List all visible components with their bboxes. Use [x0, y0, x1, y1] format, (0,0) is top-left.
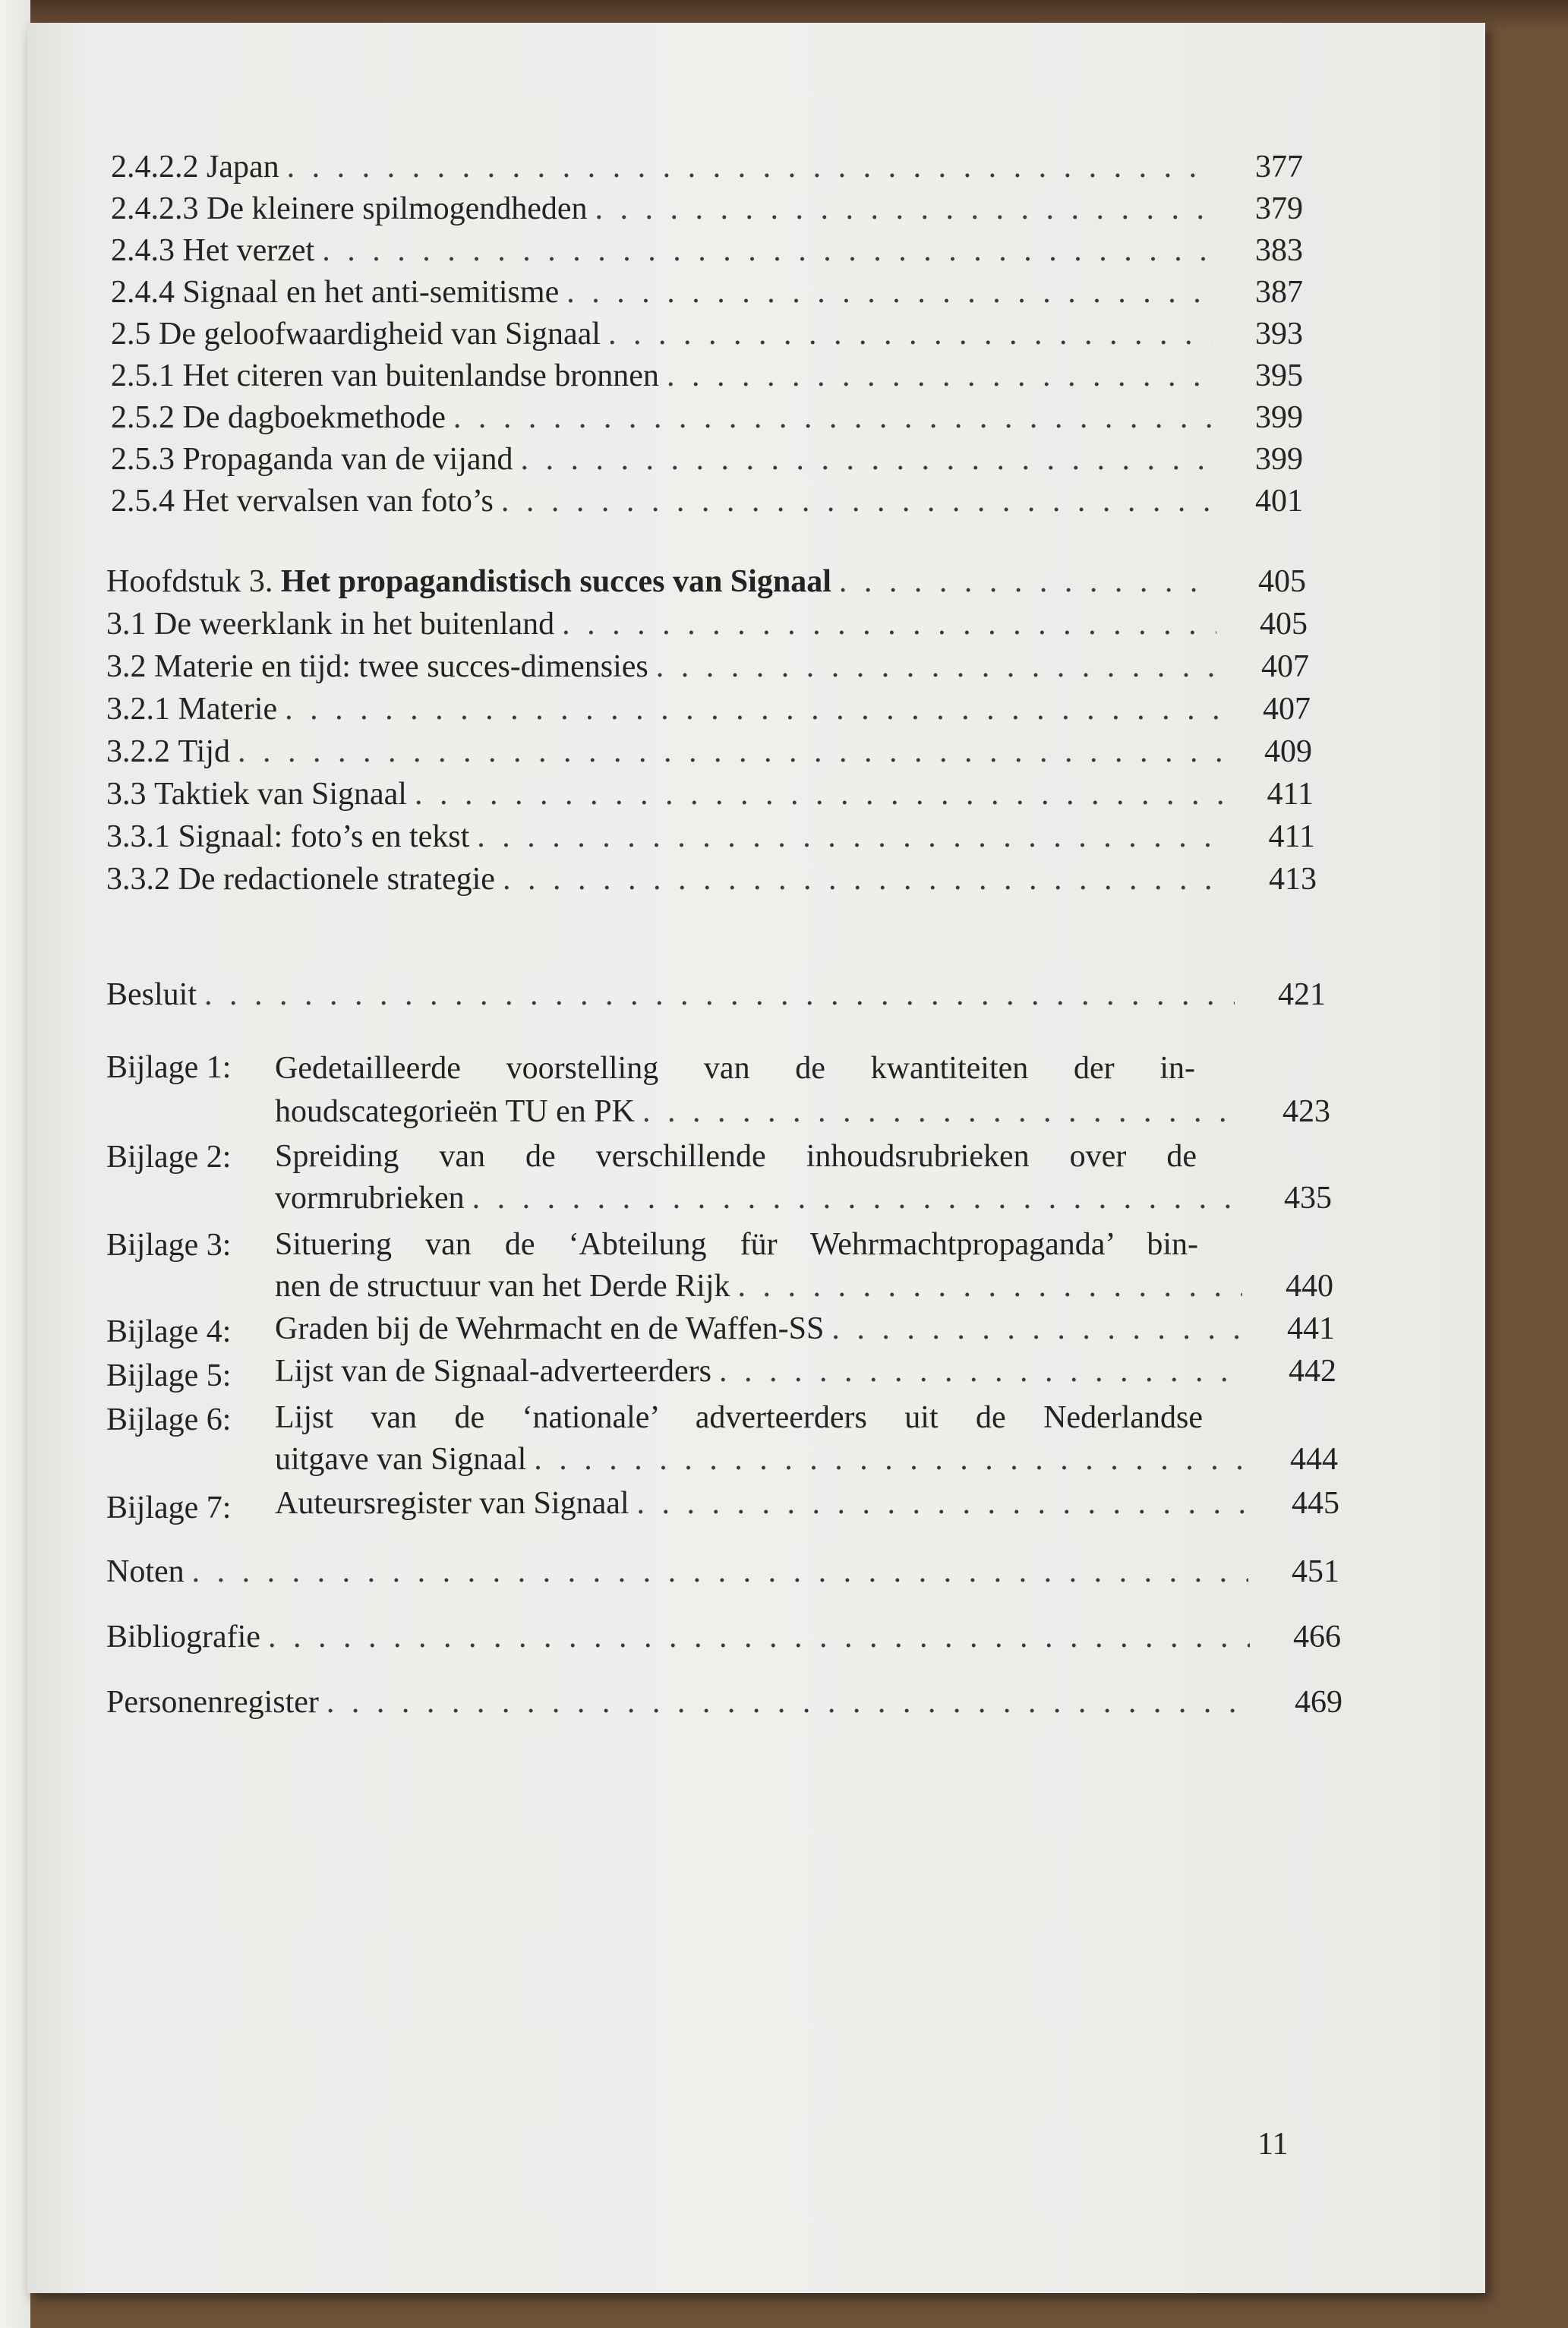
dot-leader — [268, 1619, 1250, 1655]
page-folio: 11 — [1257, 2127, 1289, 2162]
toc-entry — [106, 733, 1312, 770]
toc-entry — [111, 483, 1303, 519]
page-number: 411 — [1267, 777, 1314, 812]
section-title: Noten — [106, 1554, 185, 1589]
section-number: 2.5.2 — [111, 400, 175, 435]
appendix-description — [275, 1046, 1195, 1090]
chapter-prefix: Hoofdstuk 3. — [106, 564, 273, 599]
dot-leader — [566, 274, 1212, 311]
dot-leader — [503, 861, 1226, 897]
section-title: Het vervalsen van foto’s — [182, 484, 494, 519]
dot-leader — [327, 1684, 1251, 1721]
chapter-title: Het propagandistisch succes van Signaal — [280, 564, 831, 599]
appendix-entry — [275, 1311, 1335, 1347]
section-number: 2.5.4 — [111, 484, 175, 519]
appendix-continuation — [275, 1180, 1332, 1216]
page-number: 393 — [1255, 317, 1303, 352]
appendix-line: Lijst van de Signaal-adverteerders — [275, 1354, 711, 1389]
toc-entry — [111, 399, 1303, 436]
section-title: De redactionele strategie — [178, 862, 495, 897]
dot-leader — [534, 1441, 1247, 1478]
toc-entry — [111, 358, 1303, 394]
appendix-line: vormrubrieken — [275, 1181, 465, 1216]
appendix-line: Graden bij de Wehrmacht en de Waffen-SS — [275, 1311, 825, 1346]
appendix-label: Bijlage 6: — [106, 1402, 232, 1437]
section-title: Het verzet — [182, 233, 315, 268]
toc-entry — [111, 232, 1303, 269]
section-number: 2.5 — [111, 317, 151, 352]
toc-entry — [106, 1684, 1342, 1721]
section-number: 3.2.2 — [106, 734, 170, 769]
page-number: 387 — [1255, 275, 1303, 310]
page-number: 469 — [1295, 1685, 1342, 1720]
dot-leader — [595, 191, 1213, 227]
dot-leader — [562, 606, 1216, 642]
page-number: 421 — [1278, 977, 1326, 1012]
section-title: Tijd — [178, 734, 231, 769]
toc-entry — [106, 1554, 1339, 1590]
page-number: 445 — [1292, 1486, 1339, 1521]
adjacent-page-edge — [0, 0, 30, 2328]
appendix-description — [275, 1134, 1197, 1178]
page-number: 466 — [1293, 1620, 1341, 1655]
page-number: 383 — [1255, 233, 1303, 268]
book-page — [27, 23, 1485, 2293]
page-number: 411 — [1268, 819, 1315, 854]
appendix-line: Gedetailleerde voorstelling van de kwantiteiten der in- — [275, 1051, 1195, 1086]
section-number: 3.2.1 — [106, 692, 170, 727]
page-number: 423 — [1282, 1094, 1330, 1129]
dot-leader — [656, 648, 1218, 685]
appendix-line: Auteursregister van Signaal — [275, 1486, 629, 1521]
dot-leader — [285, 691, 1219, 727]
section-title: De geloofwaardigheid van Signaal — [159, 317, 601, 352]
section-title: Personenregister — [106, 1685, 319, 1720]
section-title: Propaganda van de vijand — [182, 442, 513, 477]
page-number: 413 — [1269, 862, 1317, 897]
section-title: Signaal en het anti-semitisme — [182, 275, 560, 310]
section-number: 2.4.2.3 — [111, 191, 199, 226]
dot-leader — [472, 1180, 1241, 1216]
dot-leader — [839, 563, 1215, 600]
section-title: Het citeren van buitenlandse bronnen — [182, 358, 659, 393]
dot-leader — [415, 776, 1223, 812]
toc-entry — [111, 441, 1303, 478]
section-number: 2.4.4 — [111, 275, 175, 310]
appendix-line: houdscategorieën TU en PK — [275, 1094, 635, 1129]
toc-entry — [106, 606, 1308, 642]
dot-leader — [719, 1353, 1245, 1390]
section-number: 3.3.2 — [106, 862, 170, 897]
appendix-description — [275, 1222, 1198, 1267]
dot-leader — [501, 483, 1212, 519]
page-number: 440 — [1286, 1269, 1333, 1304]
page-number: 407 — [1263, 692, 1311, 727]
section-number: 3.2 — [106, 649, 147, 684]
page-number: 379 — [1255, 191, 1303, 226]
section-number: 3.3 — [106, 777, 147, 812]
appendix-label: Bijlage 3: — [106, 1228, 232, 1263]
toc-entry — [106, 976, 1326, 1013]
section-number: 3.3.1 — [106, 819, 170, 854]
appendix-line: uitgave van Signaal — [275, 1442, 527, 1477]
dot-leader — [204, 976, 1235, 1013]
toc-entry — [111, 191, 1303, 227]
section-title: Japan — [207, 150, 279, 185]
page-number: 409 — [1264, 734, 1312, 769]
section-number: 2.4.2.2 — [111, 150, 199, 185]
page-number: 435 — [1284, 1181, 1332, 1216]
appendix-line: Lijst van de ‘nationale’ adverteerders uit de Nederlandse — [275, 1400, 1203, 1435]
dot-leader — [453, 399, 1212, 436]
appendix-label: Bijlage 4: — [106, 1314, 232, 1349]
dot-leader — [477, 819, 1224, 855]
appendix-line: Spreiding van de verschillende inhoudsrubrieken over de — [275, 1139, 1197, 1174]
dot-leader — [322, 232, 1212, 269]
page-number: 407 — [1261, 649, 1309, 684]
page-number: 444 — [1290, 1442, 1338, 1477]
section-number: 2.5.3 — [111, 442, 175, 477]
page-number: 405 — [1258, 564, 1306, 599]
appendix-label: Bijlage 7: — [106, 1490, 232, 1525]
toc-entry — [111, 316, 1303, 352]
page-number: 395 — [1255, 358, 1303, 393]
section-title: De kleinere spilmogendheden — [207, 191, 588, 226]
toc-entry — [106, 691, 1311, 727]
appendix-line: Situering van de ‘Abteilung für Wehrmachtpropaganda’ bin- — [275, 1227, 1198, 1262]
page-number: 401 — [1255, 484, 1303, 519]
section-number: 2.5.1 — [111, 358, 175, 393]
appendix-continuation — [275, 1441, 1338, 1478]
section-title: Taktiek van Signaal — [154, 777, 407, 812]
dot-leader — [521, 441, 1212, 478]
dot-leader — [642, 1093, 1239, 1130]
dot-leader — [737, 1268, 1242, 1304]
appendix-continuation — [275, 1268, 1333, 1304]
dot-leader — [637, 1485, 1248, 1522]
toc-entry — [106, 861, 1317, 897]
section-title: De weerklank in het buitenland — [154, 607, 555, 642]
toc-entry — [111, 274, 1303, 311]
section-number: 2.4.3 — [111, 233, 175, 268]
section-title: Signaal: foto’s en tekst — [178, 819, 470, 854]
section-title: Bibliografie — [106, 1620, 260, 1655]
section-title: Besluit — [106, 977, 197, 1012]
page-number: 399 — [1255, 442, 1303, 477]
page-number: 405 — [1260, 607, 1308, 642]
section-title: De dagboekmethode — [182, 400, 446, 435]
chapter-heading — [106, 563, 1306, 600]
appendix-continuation — [275, 1093, 1330, 1130]
page-number: 399 — [1255, 400, 1303, 435]
section-title: Materie en tijd: twee succes-dimensies — [154, 649, 648, 684]
toc-entry — [106, 1619, 1341, 1655]
toc-entry — [111, 149, 1303, 185]
appendix-label: Bijlage 1: — [106, 1050, 232, 1085]
page-number: 451 — [1292, 1554, 1339, 1589]
dot-leader — [667, 358, 1212, 394]
section-number: 3.1 — [106, 607, 147, 642]
appendix-label: Bijlage 2: — [106, 1140, 232, 1175]
appendix-label: Bijlage 5: — [106, 1358, 232, 1393]
toc-entry — [106, 776, 1314, 812]
dot-leader — [287, 149, 1212, 185]
appendix-line: nen de structuur van het Derde Rijk — [275, 1269, 730, 1304]
dot-leader — [608, 316, 1212, 352]
appendix-entry — [275, 1485, 1339, 1522]
appendix-description — [275, 1396, 1203, 1440]
appendix-entry — [275, 1353, 1336, 1390]
dot-leader — [192, 1554, 1248, 1590]
page-number: 441 — [1287, 1311, 1335, 1346]
table-of-contents — [27, 23, 1485, 2293]
dot-leader — [831, 1311, 1244, 1347]
page-number: 442 — [1289, 1354, 1336, 1389]
page-number: 377 — [1255, 150, 1303, 185]
dot-leader — [238, 733, 1221, 770]
toc-entry — [106, 819, 1315, 855]
section-title: Materie — [178, 692, 278, 727]
toc-entry — [106, 648, 1309, 685]
